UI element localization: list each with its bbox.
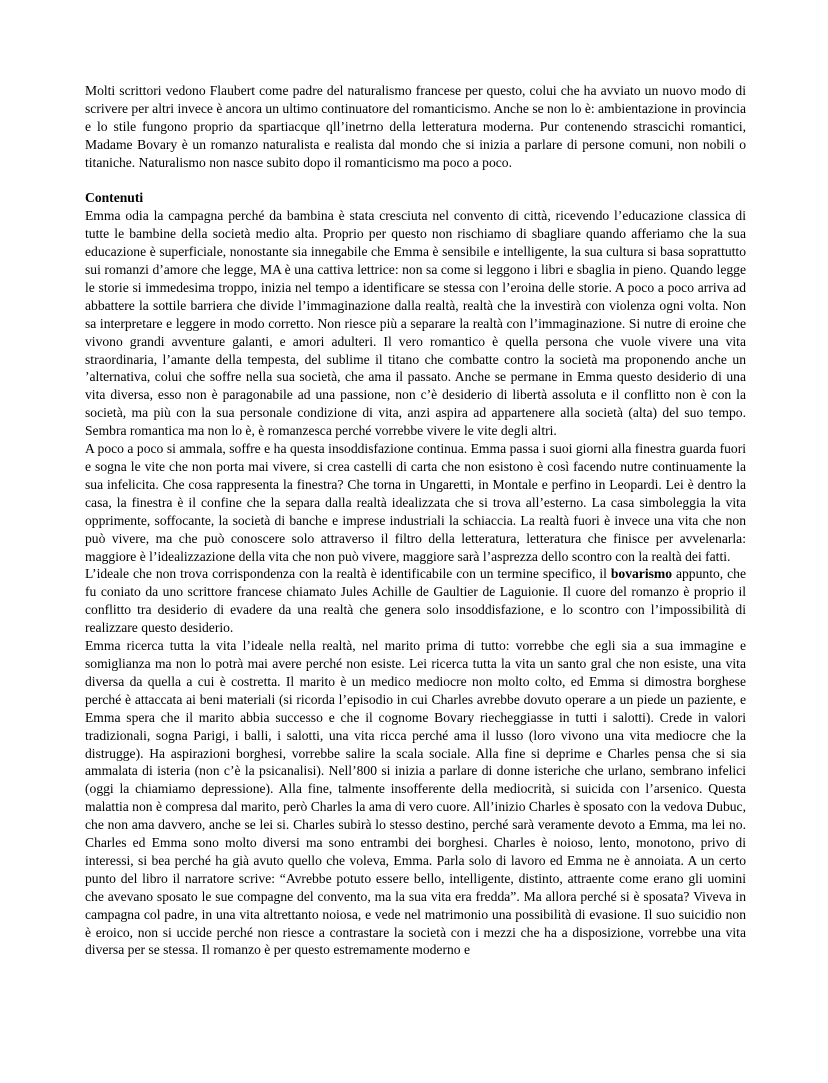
paragraph-finestra: A poco a poco si ammala, soffre e ha questa insoddisfazione continua. Emma passa i suoi giorni alla finestra guarda fuori e sogna le vite che non porta mai vivere, si crea castelli di carta che non esistono è così facendo nutre continuamente la sua infelicita. Che cosa rappresenta la finestra? Che torna in Ungaretti, in Montale e perfino in Leopardi. Lei è dentro la casa, la finestra è il confine che la separa dalla realtà idealizzata che si trova all’esterno. La casa simboleggia la vita opprimente, soffocante, la società di banche e imprese industriali la schiaccia. La realtà fuori è invece una vita che non può vivere, ma che può conoscere solo attraverso il filtro della letteratura, letteratura che finisce per avvelenarla: maggiore è l’idealizzazione della vita che non può vivere, maggiore sarà l’asprezza dello scontro con la realtà dei fatti. [85,441,746,564]
paragraph-bovarismo-text-pre: L’ideale che non trova corrispondenza con la realtà è identificabile con un termine specifico, il [85,566,611,582]
paragraph-bovarismo [85,565,746,637]
paragraph-emma-educazione: Emma odia la campagna perché da bambina è stata cresciuta nel convento di città, ricevendo l’educazione classica di tutte le bambine della società medio alta. Proprio per questo non rischiamo di sbagliare quando afferiamo che la sua educazione è superficiale, nonostante sia innegabile che Emma è sensibile e intelligente, la sua cultura si basa soprattutto sui romanzi d’amore che legge, MA è una cattiva lettrice: non sa come si leggono i libri e sbaglia in pieno. Quando legge le storie si immedesima troppo, inizia nel tempo a identificare se stessa con l’eroina delle storie. A poco a poco arriva ad abbattere la sottile barriera che divide l’immaginazione dalla realtà, realtà che la investirà con violenza ogni volta. Non sa interpretare e leggere in modo corretto. Non riesce più a separare la realtà con l’immaginazione. Si nutre di eroine che vivono grandi avventure galanti, e amori adulteri. Il vero romantico è quella persona che vuole vivere una vita straordinaria, l’amante della tempesta, del sublime il titano che combatte contro la società ma proponendo anche un ’alternativa, colui che soffre nella sua società, che ama il passato. Anche se permane in Emma questo desiderio di una vita diversa, esso non è paragonabile ad una passione, non c’è desiderio di libertà assoluta e il conflitto non è con la società, ma più con la sua personale condizione di vita, anzi aspira ad appartenere alla società (alta) del suo tempo. Sembra romantica ma non lo è, è romanzesca perché vorrebbe vivere le vite degli altri. [85,208,746,439]
paragraph-intro-flaubert: Molti scrittori vedono Flaubert come padre del naturalismo francese per questo, colui che ha avviato un nuovo modo di scrivere per altri invece è ancora un ultimo continuatore del romanticismo. Anche se non lo è: ambientazione in provincia e lo stile fungono proprio da spartiacque qll’inetrno della letteratura moderna. Pur contenendo strascichi romantici, Madame Bovary è un romanzo naturalista e realista dal mondo che si inizia a parlare di persone comuni, non nobili o titaniche. Naturalismo non nasce subito dopo il romanticismo ma poco a poco. [85,83,746,170]
paragraph-emma-charles: Emma ricerca tutta la vita l’ideale nella realtà, nel marito prima di tutto: vorrebbe che egli sia a sua immagine e somiglianza ma non lo potrà mai avere perché non esiste. Lei ricerca tutta la vita un santo gral che non esiste, una vita diversa da quella a cui è costretta. Il marito è un medico mediocre non molto colto, ed Emma si dimostra borghese perché è attaccata ai beni materiali (si ricorda l’episodio in cui Charles avrebbe dovuto operare a un piede un paziente, e Emma spera che il marito abbia successo e che il cognome Bovary riecheggiasse in tutti i salotti). Crede in valori tradizionali, sogna Parigi, i balli, i salotti, una vita ricca perché ama il lusso (loro vivono una vita mediocre che la distrugge). Ha aspirazioni borghesi, vorrebbe salire la scala sociale. Alla fine si deprime e Charles pensa che si sia ammalata di isteria (non c’è la psicanalisi). Nell’800 si inizia a parlare di donne isteriche che urlano, sembrano infelici (oggi la chiamiamo depressione). Alla fine, talmente insofferente della mediocrità, si suicida con l’arsenico. Questa malattia non è compresa dal marito, però Charles la ama di vero cuore. All’inizio Charles è sposato con la vedova Dubuc, che non ama davvero, anche se lei si. Charles subirà lo stesso destino, perché sarà veramente devoto a Emma, ma lei no. Charles ed Emma sono molto diversi ma sono entrambi dei borghesi. Charles è noioso, lento, monotono, privo di interessi, si bea perché ha già avuto quello che voleva, Emma. Parla solo di lavoro ed Emma ne è annoiata. A un certo punto del libro il narratore scrive: “Avrebbe potuto essere bello, intelligente, distinto, attraente come erano gli uomini che avevano sposato le sue compagne del convento, ma la sua vita era fredda”. Ma allora perché si è sposata? Viveva in campagna col padre, in una vita altrettanto noiosa, e vede nel matrimonio una possibilità di evasione. Il suo suicidio non è eroico, non si uccide perché non riesce a contrastare la società con i mezzi che ha a disposizione, vorrebbe una vita diversa per se stessa. Il romanzo è per questo estremamente moderno e [85,638,746,958]
bovarismo-bold-term: bovarismo [610,566,673,582]
document-text-block [85,82,746,959]
section-heading-contenuti: Contenuti [85,190,144,206]
paragraph-bovarismo-text-post: appunto, che fu coniato da uno scrittore francese chiamato Jules Achille de Gaultier de Laguionie. Il cuore del romanzo è proprio il conflitto tra desiderio di evadere da una realtà che genera solo insoddisfazione, e lo scontro con l’impossibilità di realizzare questo desiderio. [85,566,747,636]
